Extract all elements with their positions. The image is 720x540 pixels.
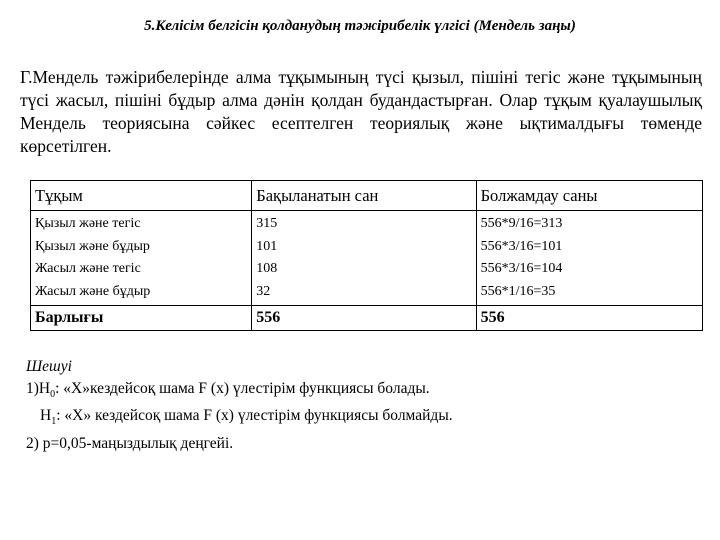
total-observed: 556 (252, 306, 476, 331)
header-observed: Бақыланатын сан (252, 181, 476, 211)
h1-text: : «Х» кездейсоқ шама F (x) үлестірім функциясы болмайды. (56, 407, 453, 425)
expected-cell: 556*9/16=313 (480, 216, 563, 231)
expected-column (476, 211, 702, 306)
h1-prefix: H (40, 407, 52, 425)
hypothesis-h0 (26, 378, 453, 406)
mendel-table (30, 180, 703, 331)
observed-cell: 101 (256, 238, 278, 254)
table-header-row (31, 181, 703, 211)
header-expected: Болжамдау саны (476, 181, 702, 211)
h0-subscript: 0 (50, 388, 56, 400)
significance-level: 2) p=0,05-маңыздылық деңгейі. (26, 434, 234, 452)
solution-heading: Шешуі (26, 358, 72, 375)
table-total-row (31, 306, 703, 331)
total-expected: 556 (476, 306, 702, 331)
observed-cell: 315 (256, 216, 278, 231)
solution-block (26, 356, 453, 454)
total-label: Барлығы (31, 306, 252, 331)
expected-cell: 556*1/16=35 (480, 283, 556, 299)
h0-prefix: 1)H (26, 379, 51, 397)
observed-column (252, 211, 476, 306)
header-seed: Тұқым (31, 181, 252, 211)
seed-cell: Қызыл және тегіс (35, 216, 141, 231)
h0-text: : «Х»кездейсоқ шама F (x) үлестірім функциясы болады. (55, 379, 430, 397)
expected-cell: 556*3/16=104 (480, 261, 563, 276)
seed-cell: Жасыл және бұдыр (35, 283, 151, 299)
h1-subscript: 1 (51, 416, 57, 428)
observed-cell: 108 (256, 261, 278, 276)
slide-title: 5.Келісім белгісін қолданудың тәжірибелік үлгісі (Мендель заңы) (144, 18, 576, 34)
observed-cell: 32 (256, 283, 271, 299)
seed-cell: Жасыл және тегіс (35, 261, 141, 276)
seed-cell: Қызыл және бұдыр (35, 238, 150, 254)
seed-column (31, 211, 252, 306)
expected-cell: 556*3/16=101 (480, 238, 563, 254)
intro-paragraph: Г.Мендель тәжірибелерінде алма тұқымының түсі қызыл, пішіні тегіс және тұқымының түсі жасыл, пішіні бұдыр алма дәнін қолдан будандастырған. Олар тұқым қуалаушылық Мендель теориясына сәйкес есептелген теориялық және ықтималдығы төменде көрсетілген. (20, 67, 702, 156)
table-body-row (31, 211, 703, 306)
hypothesis-h1 (26, 405, 453, 433)
